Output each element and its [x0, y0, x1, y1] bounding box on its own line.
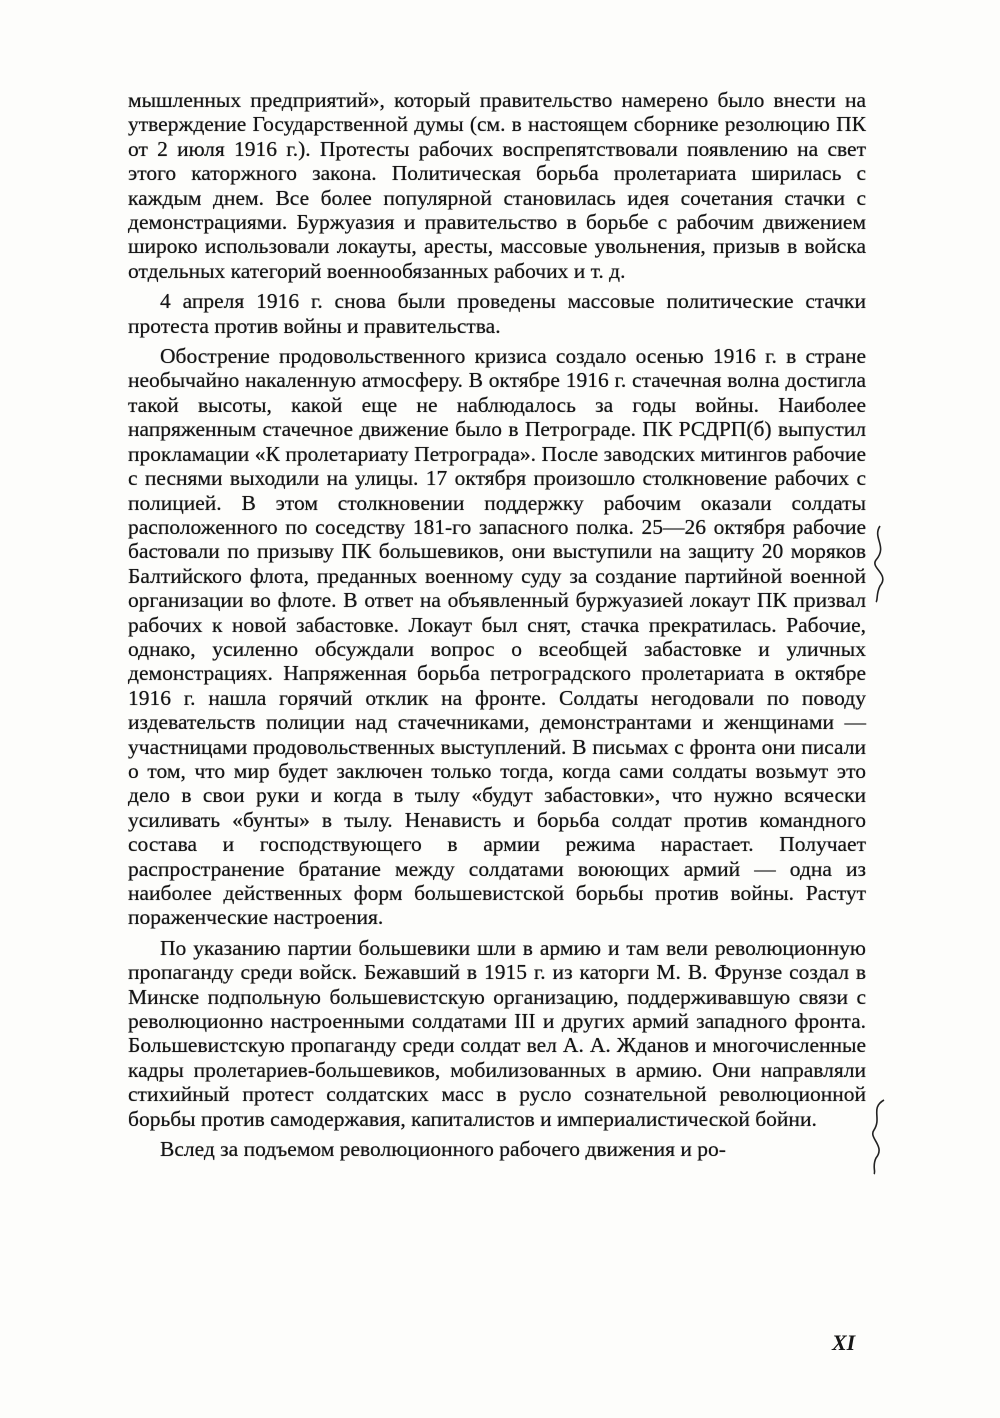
paragraph-2: 4 апреля 1916 г. снова были проведены массовые политические стачки протеста против войны и правительства.	[128, 289, 866, 338]
paragraph-1: мышленных предприятий», который правительство намерено было внести на утверждение Государственной думы (см. в настоящем сборнике резолюцию ПК от 2 июля 1916 г.). Протесты рабочих воспрепятствовали появлению на свет этого каторжного закона. Политическая борьба пролетариата ширилась с каждым днем. Все более популярной становилась идея сочетания стачки с демонстрациями. Буржуазия и правительство в борьбе с рабочим движением широко использовали локауты, аресты, массовые увольнения, призыв в войска отдельных категорий военнообязанных рабочих и т. д.	[128, 88, 866, 283]
margin-bracket-mark	[864, 1096, 898, 1176]
paragraph-5: Вслед за подъемом революционного рабочего движения и ро-	[160, 1137, 726, 1162]
paragraph-3: Обострение продовольственного кризиса создало осенью 1916 г. в стране необычайно накаленную атмосферу. В октябре 1916 г. стачечная волна достигла такой высоты, какой еще не наблюдалось за годы войны. Наиболее напряженным стачечное движение было в Петрограде. ПК РСДРП(б) выпустил прокламации «К пролетариату Петрограда». После заводских митингов рабочие с песнями выходили на улицы. 17 октября произошло столкновение рабочих с полицией. В этом столкновении поддержку рабочим оказали солдаты расположенного по соседству 181-го запасного полка. 25—26 октября рабочие бастовали по призыву ПК большевиков, они выступили на защиту 20 моряков Балтийского флота, преданных военному суду за создание партийной военной организации во флоте. В ответ на объявленный буржуазией локаут ПК призвал рабочих к новой забастовке. Локаут был снят, стачка прекратилась. Рабочие, однако, усиленно обсуждали вопрос о всеобщей забастовке и уличных демонстрациях. Напряженная борьба петроградского пролетариата в октябре 1916 г. нашла горячий отклик на фронте. Солдаты негодовали по поводу издевательств полиции над стачечниками, демонстрантами и женщинами — участницами продовольственных выступлений. В письмах с фронта они писали о том, что мир будет заключен только тогда, когда сами солдаты возьмут это дело в свои руки и когда в тылу «будут забастовки», что нужно всячески усиливать «бунты» в тылу. Ненависть и борьба солдат против командного состава и господствующего в армии режима нарастает. Получает распространение братание между солдатами воюющих армий — одна из наиболее действенных форм большевистской борьбы против войны. Растут пораженческие настроения.	[128, 344, 866, 930]
page-number: XI	[832, 1330, 856, 1355]
paragraph-4: По указанию партии большевики шли в армию и там вели революционную пропаганду среди войск. Бежавший в 1915 г. из каторги М. В. Фрунзе создал в Минске подпольную большевистскую организацию, поддерживавшую связи с революционно настроенными солдатами III и других армий западного фронта. Большевистскую пропаганду среди солдат вел А. А. Жданов и многочисленные кадры пролетариев-большевиков, мобилизованных в армию. Они направляли стихийный протест солдатских масс в русло сознательной революционной борьбы против самодержавия, капиталистов и империалистической бойни.	[128, 935, 866, 1131]
margin-bracket-mark	[866, 524, 900, 604]
body-text	[128, 88, 866, 1167]
